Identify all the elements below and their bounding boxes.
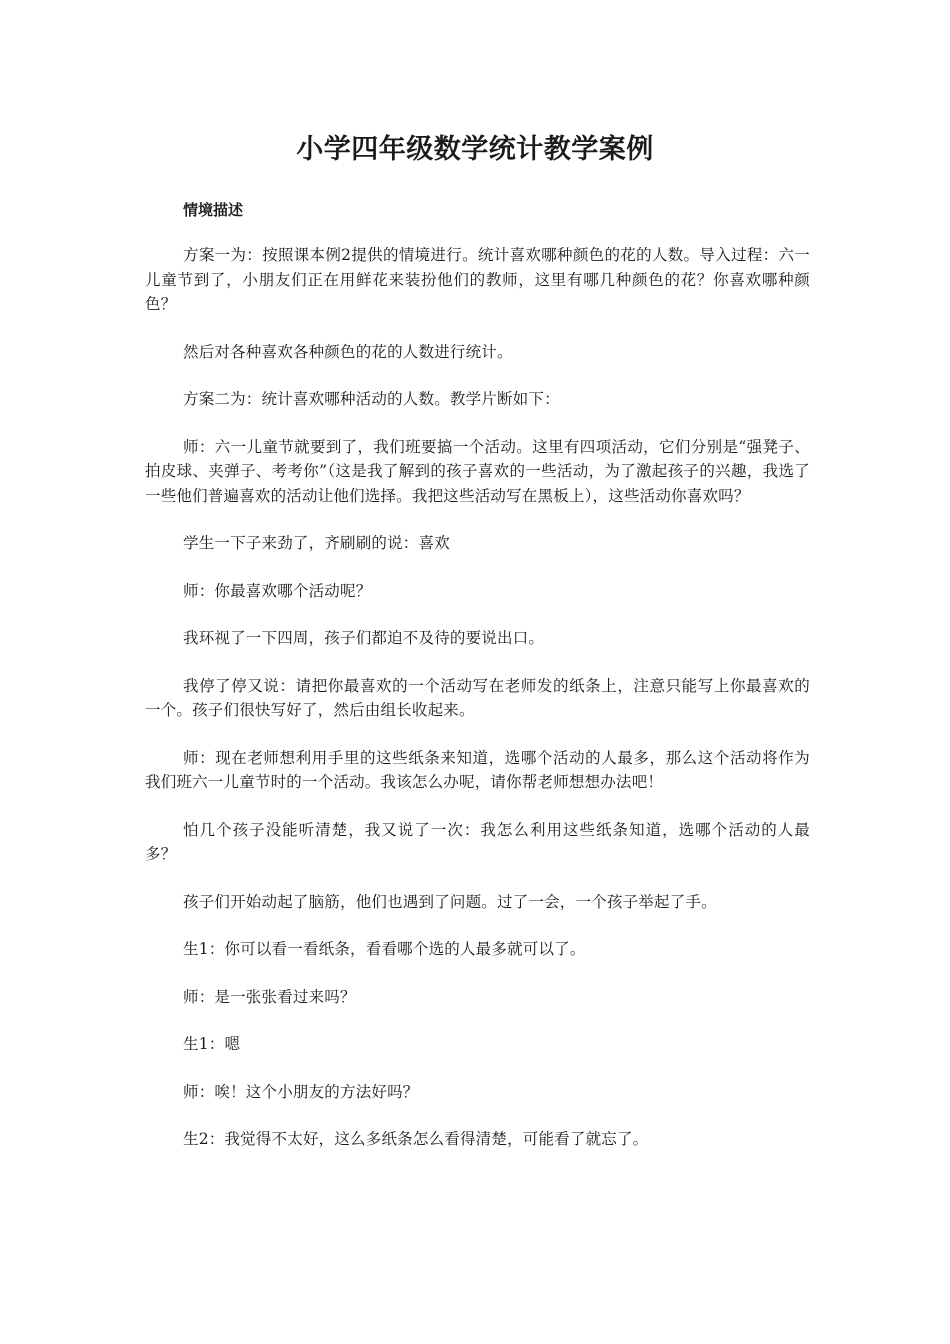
paragraph: 生2：我觉得不太好，这么多纸条怎么看得清楚，可能看了就忘了。 <box>183 1130 649 1148</box>
paragraph: 师：唉！这个小朋友的方法好吗？ <box>183 1082 419 1101</box>
document-body <box>145 243 810 1175</box>
paragraph: 孩子们开始动起了脑筋，他们也遇到了问题。过了一会，一个孩子举起了手。 <box>183 892 717 911</box>
paragraph: 方案二为：统计喜欢哪种活动的人数。教学片断如下： <box>183 390 560 408</box>
paragraph: 我环视了一下四周，孩子们都迫不及待的要说出口。 <box>183 629 545 647</box>
document-title: 小学四年级数学统计教学案例 <box>296 134 654 165</box>
paragraph: 师：是一张张看过来吗？ <box>183 987 356 1006</box>
paragraph: 生1：你可以看一看纸条，看看哪个选的人最多就可以了。 <box>183 940 586 958</box>
paragraph: 方案一为：按照课本例2提供的情境进行。统计喜欢哪种颜色的花的人数。导入过程：六一儿童节到了，小朋友们正在用鲜花来装扮他们的教师，这里有哪几种颜色的花？你喜欢哪种颜色？ <box>145 246 810 313</box>
paragraph: 然后对各种喜欢各种颜色的花的人数进行统计。 <box>183 342 513 361</box>
paragraph: 生1：嗯 <box>183 1035 241 1053</box>
paragraph: 我停了停又说：请把你最喜欢的一个活动写在老师发的纸条上，注意只能写上你最喜欢的一个。孩子们很快写好了，然后由组长收起来。 <box>145 676 810 719</box>
paragraph: 师：六一儿童节就要到了，我们班要搞一个活动。这里有四项活动，它们分别是“强凳子、拍皮球、夹弹子、考考你”（这是我了解到的孩子喜欢的一些活动，为了激起孩子的兴趣，我选了一些他们普遍喜欢的活动让他们选择。我把这些活动写在黑板上），这些活动你喜欢吗？ <box>145 437 810 505</box>
paragraph: 学生一下子来劲了，齐刷刷的说：喜欢 <box>183 534 450 552</box>
paragraph: 师：现在老师想利用手里的这些纸条来知道，选哪个活动的人最多，那么这个活动将作为我们班六一儿童节时的一个活动。我该怎么办呢，请你帮老师想想办法吧！ <box>145 748 810 791</box>
paragraph: 怕几个孩子没能听清楚，我又说了一次：我怎么利用这些纸条知道，选哪个活动的人最多？ <box>145 820 810 863</box>
section-heading: 情境描述 <box>183 201 244 219</box>
paragraph: 师：你最喜欢哪个活动呢？ <box>183 581 372 600</box>
